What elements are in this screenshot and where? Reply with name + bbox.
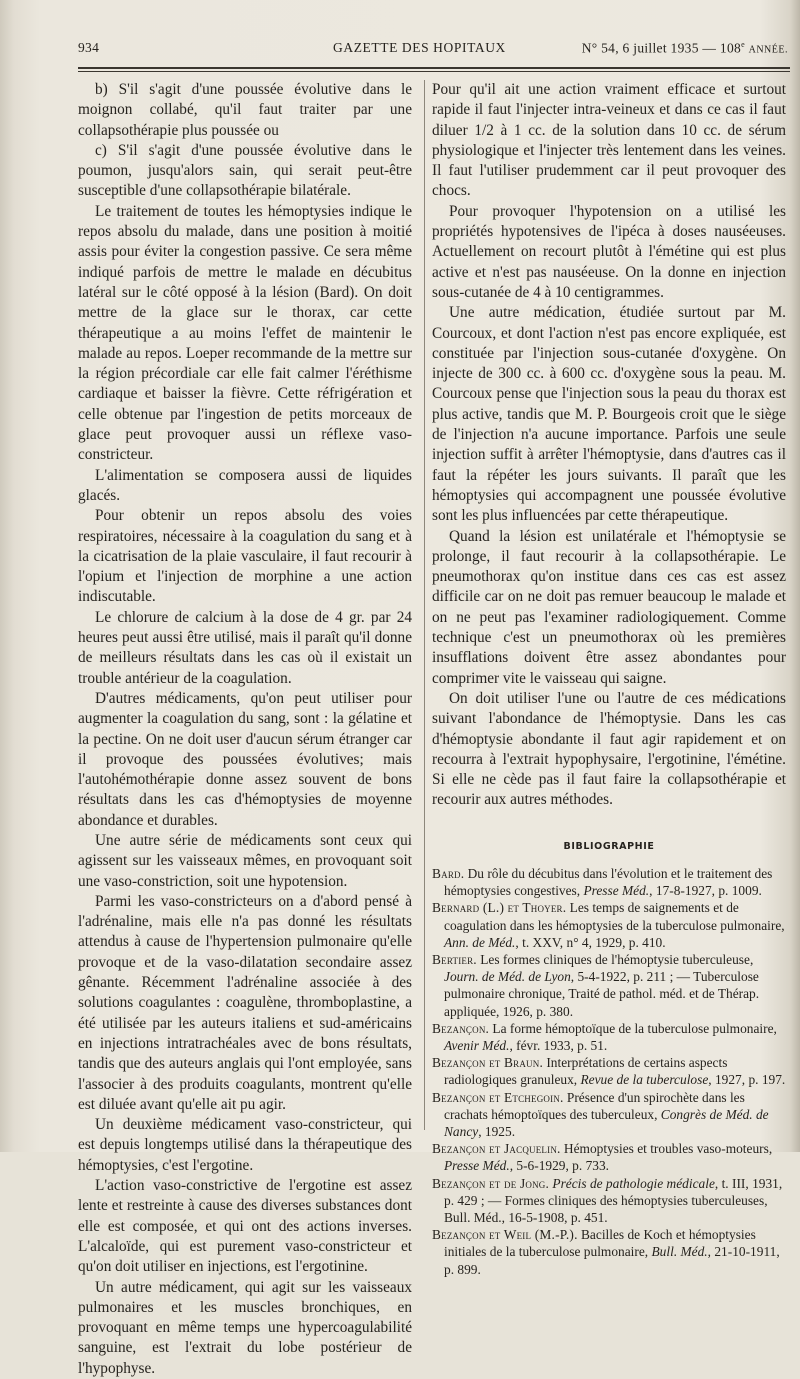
- reference-details: , 5-6-1929, p. 733.: [509, 1158, 610, 1174]
- issue-info: N° 54, 6 juillet 1935 — 108e ANNÉE.: [581, 40, 788, 56]
- bibliography-list: [432, 865, 786, 1278]
- reference-title: Bacilles de Koch et hémoptysies initiales de la tuberculose pulmonaire,: [444, 1227, 756, 1260]
- reference-journal: Presse Méd.: [583, 883, 650, 899]
- reference-details: , 21-10-1911, p. 899.: [444, 1244, 780, 1277]
- paragraph: c) S'il s'agit d'une poussée évolutive dans le poumon, jusqu'alors sain, qui serait peut-être susceptible d'une collapsothérapie bilatérale.: [78, 141, 412, 200]
- reference-journal: Bull. Méd.: [651, 1244, 708, 1260]
- bibliography-entry: [432, 865, 786, 899]
- reference-title: Du rôle du décubitus dans l'évolution et le traitement des hémoptysies congestives,: [444, 865, 773, 899]
- header-rule-thick: [78, 67, 790, 69]
- reference-details: , 1925.: [478, 1124, 516, 1140]
- reference-details: , t. XXV, n° 4, 1929, p. 410.: [515, 934, 666, 950]
- paragraph: Une autre médication, étudiée surtout par M. Courcoux, et dont l'action n'est pas encore expliquée, est constituée par l'injection sous-cutanée d'oxygène. On injecte de 300 cc. à 600 cc. d'oxygène sous la peau. M. Courcoux pense que l'injection sous la peau du thorax est plus active, tandis que M. P. Bourgeois croit que le siège de l'injection n'a aucune importance. Parfois une seule injection suffit à arrêter l'hémoptysie, dans d'autres cas il faut la répéter les jours suivants. Il paraît que les hémoptysies qui accompagnent une poussée évolutive sont les plus influencées par cette thérapeutique.: [432, 304, 786, 525]
- paragraph: Un autre médicament, qui agit sur les vaisseaux pulmonaires et les muscles bronchiques, en provoquant en même temps une hypercoagulabilité sanguine, est l'extrait du lobe postérieur de l'hypophyse.: [78, 1278, 412, 1377]
- reference-author: Bernard (L.) et Thoyer.: [432, 900, 567, 916]
- reference-title: Interprétations de certains aspects radiologiques granuleux,: [444, 1055, 728, 1088]
- reference-title: Les formes cliniques de l'hémoptysie tuberculeuse,: [476, 952, 754, 967]
- journal-title: GAZETTE DES HOPITAUX: [333, 40, 506, 55]
- paragraph: Pour qu'il ait une action vraiment efficace et surtout rapide il faut l'injecter intra-veineux et dans ce cas il faut diluer 1/2 à 1 cc. de la solution dans 10 cc. de sérum physiologique et l'injecter très lentement dans les veines. Il faut l'utiliser prudemment car il peut provoquer des chocs.: [432, 81, 786, 200]
- paragraph: b) S'il s'agit d'une poussée évolutive dans le moignon collabé, qu'il faut traiter par une collapsothérapie plus poussée ou: [78, 81, 412, 139]
- reference-journal: Revue de la tuberculose: [580, 1072, 709, 1088]
- bibliography-entry: [432, 1054, 786, 1088]
- reference-author: Bertier.: [432, 952, 477, 967]
- paragraph: Le traitement de toutes les hémoptysies indique le repos absolu du malade, dans une position à moitié assis pour éviter la congestion passive. Ce sera même indiqué parfois de mettre le malade en décubitus latéral sur le côté opposé à la lésion (Bard). On doit mettre de la glace sur le thorax, car cette thérapeutique a au moins l'effet de maintenir le malade au repos. Loeper recommande de la mettre sur la région précordiale car elle fait calmer l'éréthisme cardiaque et baisser la fièvre. Cette réfrigération et celle obtenue par l'ingestion de petits morceaux de glace peut provoquer aussi un réflexe vaso-constricteur.: [78, 202, 412, 464]
- reference-author: Bard.: [432, 865, 465, 881]
- paragraph: On doit utiliser l'une ou l'autre de ces médications suivant l'abondance de l'hémoptysie. Dans les cas d'hémoptysie abondante il faut agir rapidement et on recourra à l'extrait hypophysaire, l'ergotinine, l'émétine. Si elle ne cède pas il faut faire la collapsothérapie et recourir aux autres méthodes.: [432, 689, 786, 809]
- reference-author: Bezançon et Weil (M.-P.).: [432, 1227, 578, 1243]
- paragraph: Pour obtenir un repos absolu des voies respiratoires, nécessaire à la coagulation du sang et à la cicatrisation de la plaie vasculaire, il faut recourir à l'opium et l'injection de morphine a une action indiscutable.: [78, 507, 412, 606]
- reference-title: Les temps de saignements et de coagulation dans les hémoptysies de la tuberculose pulmonaire,: [444, 900, 785, 933]
- reference-journal: Avenir Méd.: [444, 1038, 510, 1054]
- page-header: [78, 40, 788, 62]
- paragraph: Une autre série de médicaments sont ceux qui agissent sur les vaisseaux mêmes, en provoquant soit une vaso-constriction, soit une hypotension.: [78, 831, 412, 890]
- reference-journal: Congrès de Méd. de Nancy: [444, 1106, 769, 1140]
- paragraph: Un deuxième médicament vaso-constricteur, qui est depuis longtemps utilisé dans la thérapeutique des hémoptysies, c'est l'ergotine.: [78, 1116, 412, 1174]
- reference-details: , févr. 1933, p. 51.: [509, 1038, 608, 1054]
- bibliography-entry: [432, 951, 786, 1020]
- reference-details: , 17-8-1927, p. 1009.: [649, 883, 762, 899]
- reference-details: , 5-4-1922, p. 211 ; — Tuberculose pulmonaire chronique, Traité de pathol. méd. et de Thérap. appliquée, 1926, p. 380.: [444, 969, 760, 1019]
- reference-details: , 1927, p. 197.: [708, 1072, 786, 1088]
- reference-author: Bezançon.: [432, 1020, 490, 1036]
- page-number: 934: [78, 40, 100, 55]
- bibliography-entry: [432, 1020, 786, 1054]
- reference-journal: Journ. de Méd. de Lyon: [444, 969, 571, 985]
- paragraph: Quand la lésion est unilatérale et l'hémoptysie se prolonge, il faut recourir à la collapsothérapie. Le pneumothorax qu'on institue dans ces cas est assez difficile car on ne doit pas remuer beaucoup le malade et on ne peut pas l'examiner radiologiquement. Comme technique c'est un pneumothorax où les premières insufflations doivent être assez abondantes pour comprimer vite le vaisseau qui saigne.: [432, 527, 786, 687]
- bibliography-heading: BIBLIOGRAPHIE: [563, 840, 655, 852]
- header-rule-thin: [78, 71, 790, 72]
- reference-journal: Ann. de Méd.: [444, 934, 516, 950]
- reference-journal: Précis de pathologie médicale: [552, 1175, 715, 1191]
- bibliography-entry: [432, 1226, 786, 1278]
- reference-details: , t. III, 1931, p. 429 ; — Formes cliniques des hémoptysies tuberculeuses, Bull. Méd., 16-5-1908, p. 451.: [444, 1175, 783, 1226]
- reference-author: Bezançon et Etchegoin.: [432, 1089, 564, 1105]
- reference-title: Présence d'un spirochète dans les crachats hémoptoïques des tuberculeux,: [444, 1089, 745, 1122]
- bibliography-entry: [432, 1175, 786, 1227]
- right-column: [432, 80, 786, 1278]
- reference-title: La forme hémoptoïque de la tuberculose pulmonaire,: [489, 1020, 777, 1036]
- bibliography-entry: [432, 1089, 786, 1141]
- reference-author: Bezançon et Braun.: [432, 1055, 543, 1071]
- paragraph: Le chlorure de calcium à la dose de 4 gr. par 24 heures peut aussi être utilisé, mais il paraît qu'il donne de meilleurs résultats dans les cas où il existait un trouble antérieur de la coagulation.: [78, 608, 412, 687]
- paragraph: L'action vaso-constrictive de l'ergotine est assez lente et restreinte à cause des diverses substances dont elle est composée, et qui ont des actions inverses. L'alcaloïde, qui est purement vaso-constricteur et qu'on doit utiliser en injections, est l'ergotinine.: [78, 1177, 412, 1276]
- reference-author: Bezançon et de Jong.: [432, 1175, 550, 1191]
- reference-journal: Presse Méd.: [444, 1158, 510, 1174]
- reference-author: Bezançon et Jacquelin.: [432, 1141, 561, 1157]
- paragraph: L'alimentation se composera aussi de liquides glacés.: [78, 466, 412, 504]
- bibliography-entry: [432, 899, 786, 951]
- bibliography-entry: [432, 1140, 786, 1174]
- reference-title: Hémoptysies et troubles vaso-moteurs,: [560, 1141, 773, 1157]
- paragraph: Pour provoquer l'hypotension on a utilisé les propriétés hypotensives de l'ipéca à doses nauséeuses. Actuellement on recourt plutôt à l'émétine qui est plus active et n'est pas nauséeuse. On la donne en injection sous-cutanée de 4 à 10 centigrammes.: [432, 202, 786, 301]
- left-column: [78, 80, 412, 1379]
- column-divider: [424, 80, 425, 1130]
- paragraph: Parmi les vaso-constricteurs on a d'abord pensé à l'adrénaline, mais elle n'a pas donné les résultats attendus à cause de l'hypertension pulmonaire qu'elle provoque et de la vaso-dilatation secondaire assez gênante. Récemment l'adrénaline associée à des solutions coagulantes : coagulène, thromboplastine, a été utilisée par les auteurs italiens et sud-américains en injections intratrachéales avec de bons résultats, tandis que des auteurs anglais qui l'ont employée, sans l'associer à des produits coagulants, montrent qu'elle est diluée avant qu'elle ait pu agir.: [78, 892, 412, 1113]
- paragraph: D'autres médicaments, qu'on peut utiliser pour augmenter la coagulation du sang, sont : la gélatine et la pectine. On ne doit user d'aucun sérum étranger car il provoque des poussées évolutives; mais l'autohémothérapie donne assez souvent de bons résultats dans les cas d'hémoptysies de moyenne abondance et durables.: [78, 689, 412, 829]
